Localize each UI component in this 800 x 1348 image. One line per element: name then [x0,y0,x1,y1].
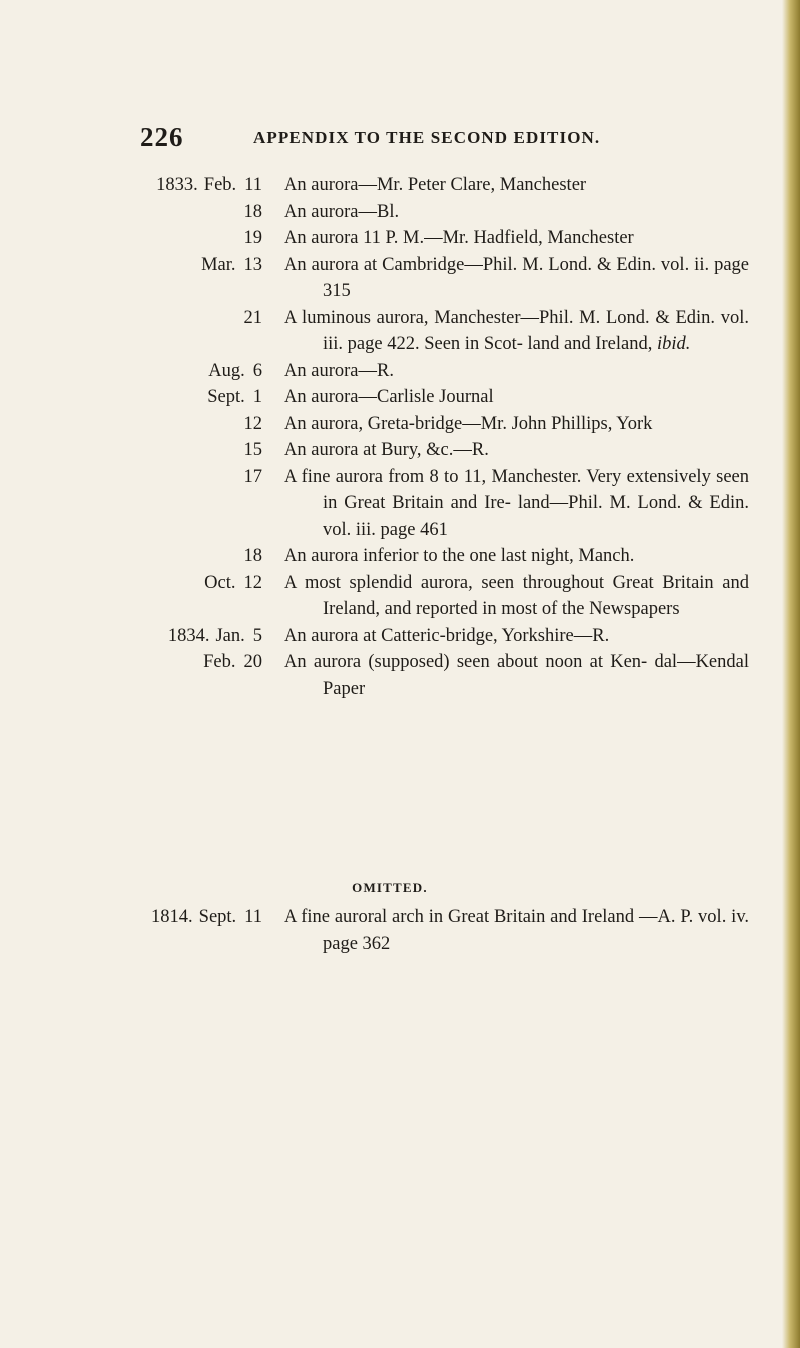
entry-date [244,464,263,491]
entry-day: 18 [243,201,262,222]
entry-year: 1834. [167,625,210,646]
omitted-section [0,880,780,957]
entry-year: 1814. [151,907,193,927]
list-item [0,411,780,438]
page-number: 226 [140,122,184,152]
entry-day: 12 [243,572,262,593]
entry-text: An aurora inferior to the one last night, Manch. [284,546,635,566]
list-item [0,199,780,226]
entry-day: 15 [243,440,262,460]
list-item [0,649,780,702]
entry-month: Oct. [204,572,236,593]
entry-month: Sept. [207,387,245,407]
running-head: APPENDIX TO THE SECOND EDITION. [253,128,601,147]
entry-text: An aurora—Carlisle Journal [284,387,494,407]
entry-text: A most splendid aurora, seen throughout Great Britain and Ireland, and reported in most of the Newspapers [284,572,749,619]
entry-date [203,649,262,676]
entry-date [208,358,262,385]
entry-day: 5 [252,625,262,646]
entry-date [244,411,263,438]
entry-month: Aug. [208,360,245,381]
omitted-heading: OMITTED. [352,880,428,895]
entry-day: 13 [243,254,262,275]
entry-date [207,384,262,411]
list-item [0,305,780,358]
entry-text: A luminous aurora, Manchester—Phil. M. Lond. & Edin. vol. iii. page 422. Seen in Scot- land and Ireland, ibid. [284,307,749,354]
entry-text: A fine auroral arch in Great Britain and Ireland —A. P. vol. iv. page 362 [284,907,749,954]
list-item [0,623,780,650]
entry-date [244,543,263,570]
list-item [0,464,780,544]
entry-text: An aurora (supposed) seen about noon at Ken- dal—Kendal Paper [284,652,749,699]
entry-day: 1 [252,387,262,407]
list-item [0,358,780,385]
list-item [0,384,780,411]
entry-text: An aurora—Bl. [284,201,400,222]
entry-day: 18 [243,546,262,566]
entry-day: 20 [243,652,262,672]
entry-date [201,252,262,279]
entry-date [244,305,263,332]
list-item [0,904,780,957]
entry-month: Sept. [198,907,237,927]
entry-text: A fine aurora from 8 to 11, Manchester. Very extensively seen in Great Britain and Ire- land—Phil. M. Lond. & Edin. vol. iii. page 461 [284,466,749,540]
entry-month: Mar. [201,254,236,275]
entry-month: Feb. [203,652,236,672]
entry-date [168,623,262,650]
list-item [0,252,780,305]
entry-italic-ref: ibid. [656,334,691,354]
entry-day: 17 [243,466,262,487]
list-item [0,437,780,464]
entry-date [244,225,263,252]
entry-date [244,199,263,226]
aurora-list [0,172,780,702]
entry-text: An aurora, Greta-bridge—Mr. John Phillips, York [284,413,653,434]
entry-text: An aurora 11 P. M.—Mr. Hadfield, Manchester [284,228,634,248]
entry-day: 21 [243,307,262,328]
list-item [0,225,780,252]
list-item [0,570,780,623]
entry-month: Feb. [203,175,237,195]
entry-text: An aurora—R. [284,360,394,381]
page-header [0,122,780,156]
entry-text: An aurora at Cambridge—Phil. M. Lond. & Edin. vol. ii. page 315 [284,254,749,301]
entry-day: 12 [243,413,262,434]
list-item [0,172,780,199]
omitted-list [0,904,780,957]
entry-month: Jan. [215,625,245,646]
list-item [0,543,780,570]
entry-day: 6 [252,360,262,381]
entry-text: An aurora at Catteric-bridge, Yorkshire—R. [284,625,610,646]
entry-date [151,904,262,931]
entry-day: 19 [243,228,262,248]
entry-text: An aurora at Bury, &c.—R. [284,440,489,460]
entry-date [244,437,263,464]
entry-day: 11 [244,175,262,195]
entry-date [204,570,262,597]
page-edge [782,0,800,1348]
entry-date [156,172,262,199]
entry-text: An aurora—Mr. Peter Clare, Manchester [284,175,587,195]
entry-year: 1833. [156,175,198,195]
entry-day: 11 [244,907,262,927]
